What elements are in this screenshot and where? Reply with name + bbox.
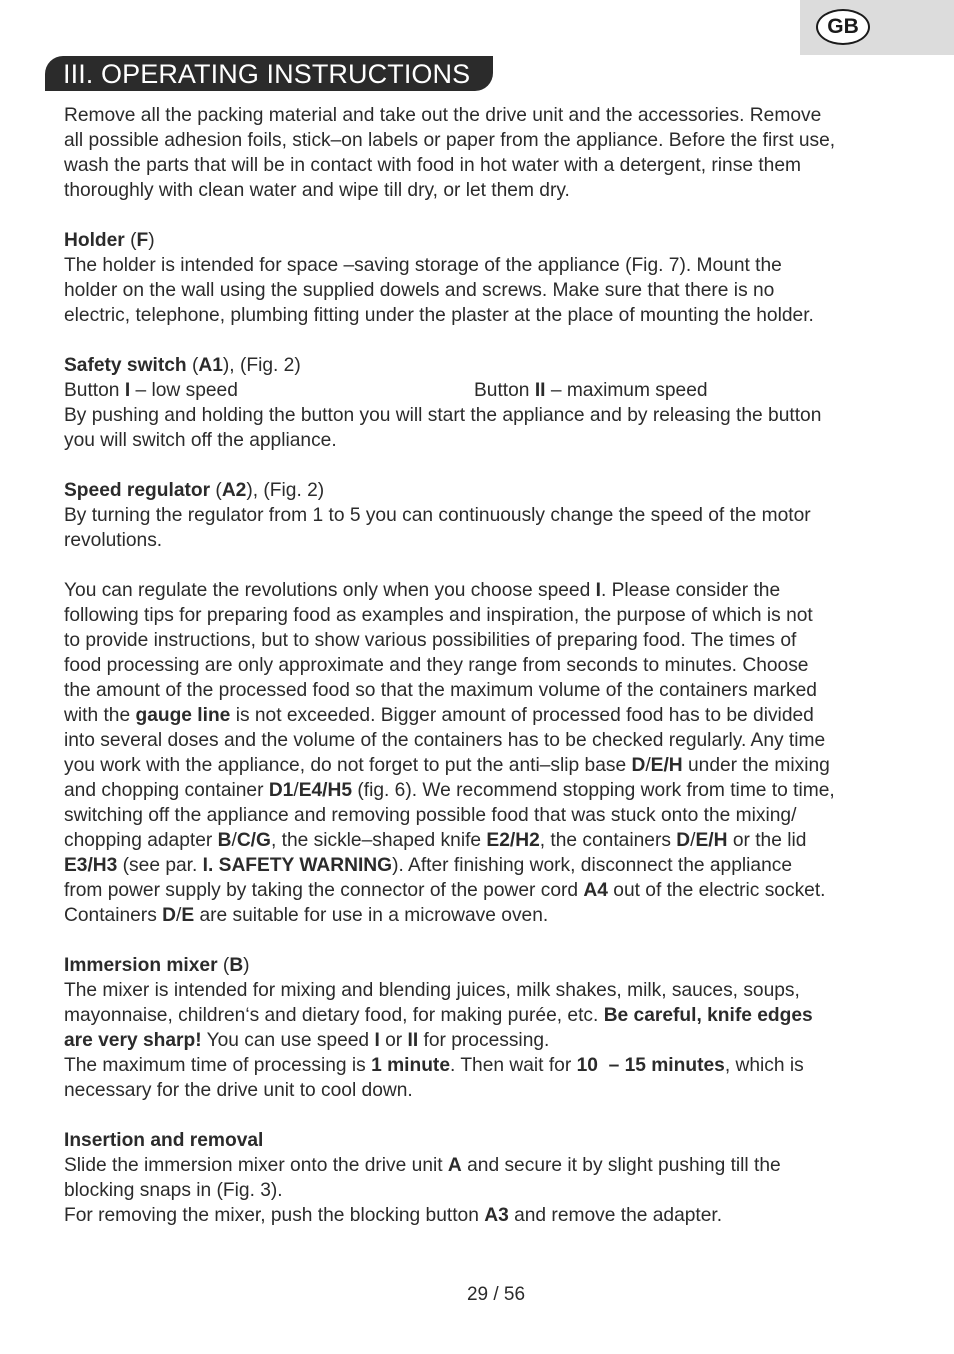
tips-line: switching off the appliance and removing possible food that was stuck onto the mixing/ — [64, 805, 797, 826]
intro-paragraph — [64, 103, 894, 203]
safety-line: you will switch off the appliance. — [64, 430, 337, 451]
language-badge: GB — [816, 9, 870, 45]
immersion-line: mayonnaise, children‘s and dietary food, for making purée, etc. Be careful, knife edges — [64, 1005, 813, 1026]
immersion-line: The maximum time of processing is 1 minute. Then wait for 10 – 15 minutes, which is — [64, 1055, 804, 1076]
immersion-line: are very sharp! You can use speed I or II for processing. — [64, 1030, 550, 1051]
section-title: III. OPERATING INSTRUCTIONS — [45, 56, 493, 91]
holder-line: holder on the wall using the supplied dowels and screws. Make sure that there is no — [64, 280, 775, 301]
safety-line: By pushing and holding the button you will start the appliance and by releasing the button — [64, 405, 822, 426]
holder-section — [64, 228, 894, 328]
tips-line: Containers D/E are suitable for use in a microwave oven. — [64, 905, 549, 926]
speed-regulator-heading: Speed regulator (A2), (Fig. 2) — [64, 480, 325, 501]
tips-line: into several doses and the volume of the containers has to be checked regularly. Any time — [64, 730, 826, 751]
tips-line: following tips for preparing food as examples and inspiration, the purpose of which is not — [64, 605, 813, 626]
insertion-line: For removing the mixer, push the blocking button A3 and remove the adapter. — [64, 1205, 723, 1226]
intro-line: thoroughly with clean water and wipe till dry, or let them dry. — [64, 180, 570, 201]
intro-line: all possible adhesion foils, stick–on labels or paper from the appliance. Before the first use, — [64, 130, 836, 151]
intro-line: wash the parts that will be in contact with food in hot water with a detergent, rinse them — [64, 155, 801, 176]
safety-switch-section — [64, 353, 894, 453]
holder-heading: Holder (F) — [64, 230, 155, 251]
immersion-line: The mixer is intended for mixing and blending juices, milk shakes, milk, sauces, soups, — [64, 980, 800, 1001]
tips-line: you work with the appliance, do not forget to put the anti–slip base D/E/H under the mixing — [64, 755, 830, 776]
speed-line: By turning the regulator from 1 to 5 you can continuously change the speed of the motor — [64, 505, 811, 526]
tips-line: to provide instructions, but to show various possibilities of preparing food. The times of — [64, 630, 797, 651]
insertion-removal-section — [64, 1128, 894, 1228]
tips-line: the amount of the processed food so that the maximum volume of the containers marked — [64, 680, 817, 701]
tips-paragraph — [64, 578, 894, 928]
immersion-mixer-heading: Immersion mixer (B) — [64, 955, 250, 976]
tips-line: E3/H3 (see par. I. SAFETY WARNING). After finishing work, disconnect the appliance — [64, 855, 793, 876]
insertion-line: Slide the immersion mixer onto the drive unit A and secure it by slight pushing till the — [64, 1155, 781, 1176]
button-low-speed: Button I – low speed — [64, 380, 238, 401]
holder-line: electric, telephone, plumbing fitting under the plaster at the place of mounting the holder. — [64, 305, 814, 326]
tips-line: chopping adapter B/C/G, the sickle–shaped knife E2/H2, the containers D/E/H or the lid — [64, 830, 807, 851]
button-max-speed: Button II – maximum speed — [474, 380, 708, 401]
safety-switch-heading: Safety switch (A1), (Fig. 2) — [64, 355, 301, 376]
intro-line: Remove all the packing material and take out the drive unit and the accessories. Remove — [64, 105, 822, 126]
tips-line: food processing are only approximate and they range from seconds to minutes. Choose — [64, 655, 809, 676]
immersion-mixer-section — [64, 953, 894, 1103]
insertion-line: blocking snaps in (Fig. 3). — [64, 1180, 283, 1201]
immersion-line: necessary for the drive unit to cool down. — [64, 1080, 413, 1101]
page-body — [64, 103, 894, 1228]
speed-regulator-section — [64, 478, 894, 553]
button-speed-row — [64, 378, 894, 403]
holder-line: The holder is intended for space –saving storage of the appliance (Fig. 7). Mount the — [64, 255, 782, 276]
tips-line: You can regulate the revolutions only when you choose speed I. Please consider the — [64, 580, 781, 601]
speed-line: revolutions. — [64, 530, 163, 551]
page-number: 29 / 56 — [466, 1284, 526, 1305]
insertion-removal-heading: Insertion and removal — [64, 1130, 264, 1151]
tips-line: with the gauge line is not exceeded. Bigger amount of processed food has to be divided — [64, 705, 814, 726]
tips-line: from power supply by taking the connector of the power cord A4 out of the electric socket. — [64, 880, 826, 901]
tips-line: and chopping container D1/E4/H5 (fig. 6). We recommend stopping work from time to time, — [64, 780, 835, 801]
